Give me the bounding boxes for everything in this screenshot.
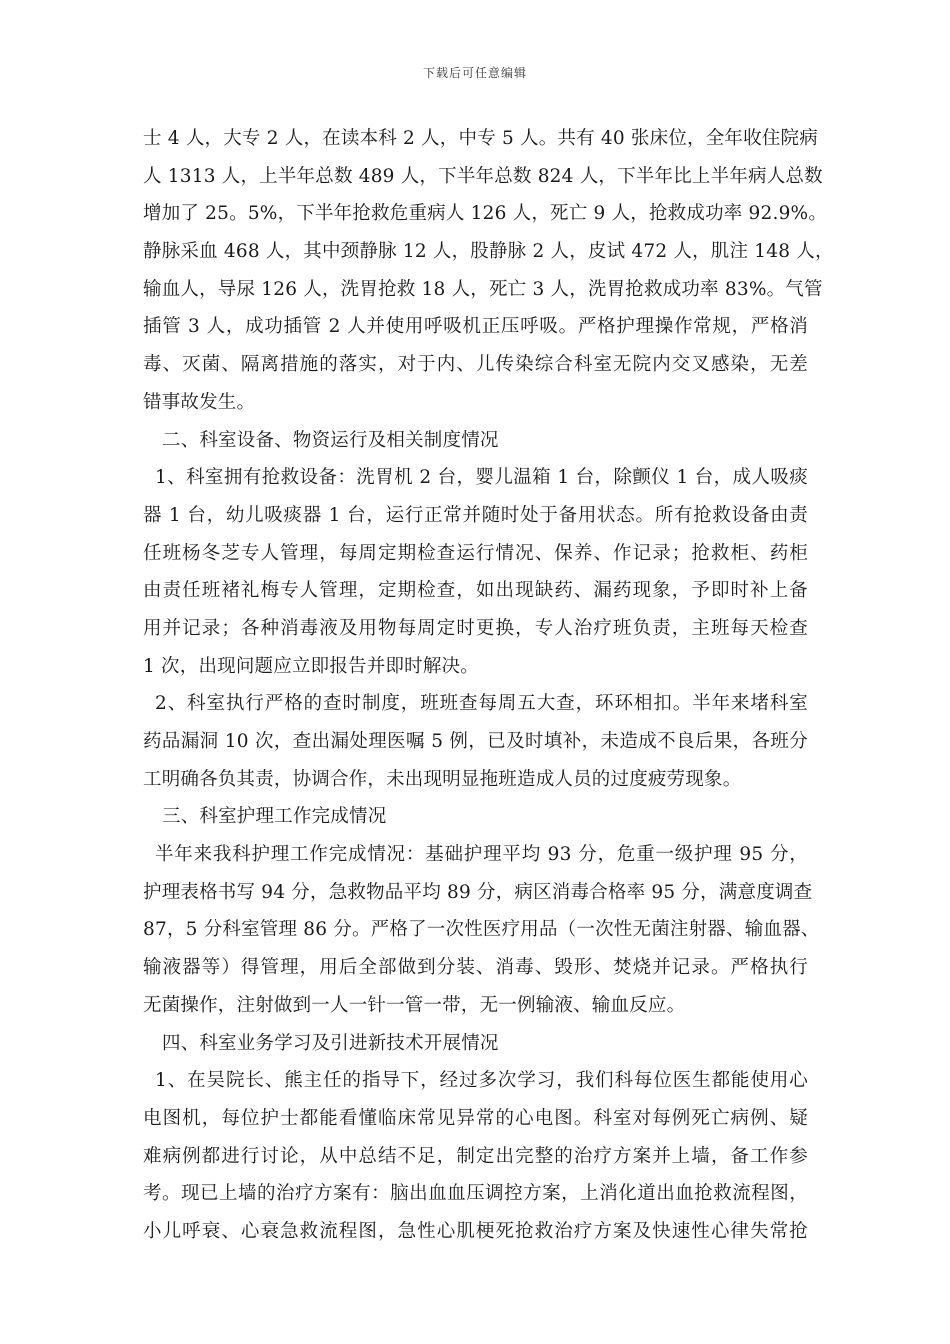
paragraph-line: 1、科室拥有抢救设备：洗胃机 2 台，婴儿温箱 1 台，除颤仪 1 台，成人吸痰: [155, 467, 808, 489]
paragraph-line: 考。现已上墙的治疗方案有：脑出血血压调控方案，上消化道出血抢救流程图，: [143, 1183, 808, 1205]
paragraph-line: 用并记录；各种消毒液及用物每周定时更换，专人治疗班负责，主班每天检查: [143, 617, 808, 639]
paragraph-line: 任班杨冬芝专人管理，每周定期检查运行情况、保养、作记录；抢救柜、药柜: [143, 542, 808, 564]
paragraph-line: 由责任班褚礼梅专人管理，定期检查，如出现缺药、漏药现象，予即时补上备: [143, 580, 808, 602]
section-heading: 四、科室业务学习及引进新技术开展情况: [162, 1032, 499, 1054]
paragraph-line: 电图机，每位护士都能看懂临床常见异常的心电图。科室对每例死亡病例、疑: [143, 1107, 808, 1129]
paragraph-line: 输液器等）得管理，用后全部做到分装、消毒、毁形、焚烧并记录。严格执行: [143, 957, 808, 979]
paragraph-line: 输血人，导尿 126 人，洗胃抢救 18 人，死亡 3 人，洗胃抢救成功率 83%。气管: [143, 278, 823, 300]
paragraph-line: 1 次，出现问题应立即报告并即时解决。: [143, 655, 479, 677]
paragraph-line: 插管 3 人，成功插管 2 人并使用呼吸机正压呼吸。严格护理操作常规，严格消: [143, 316, 808, 338]
paragraph-line: 难病例都进行讨论，从中总结不足，制定出完整的治疗方案并上墙，备工作参: [143, 1145, 808, 1167]
document-body: [143, 120, 834, 1251]
section-heading: 二、科室设备、物资运行及相关制度情况: [162, 429, 499, 451]
page-header-note: 下载后可任意编辑: [422, 66, 527, 80]
paragraph-line: 错事故发生。: [143, 391, 256, 413]
paragraph-line: 护理表格书写 94 分，急救物品平均 89 分，病区消毒合格率 95 分，满意度调查: [143, 881, 813, 903]
paragraph-line: 药品漏洞 10 次，查出漏处理医嘱 5 例，已及时填补，未造成不良后果，各班分: [143, 731, 808, 752]
paragraph-line: 静脉采血 468 人，其中颈静脉 12 人，股静脉 2 人，皮试 472 人，肌注 148 人，: [143, 241, 834, 263]
paragraph-line: 工明确各负其责，协调合作，未出现明显拖班造成人员的过度疲劳现象。: [143, 768, 742, 790]
paragraph-line: 1、在吴院长、熊主任的指导下，经过多次学习，我们科每位医生都能使用心: [155, 1070, 808, 1092]
paragraph-line: 增加了 25。5%，下半年抢救危重病人 126 人，死亡 9 人，抢救成功率 92.9%。: [143, 203, 828, 225]
paragraph-line: 人 1313 人，上半年总数 489 人，下半年总数 824 人，下半年比上半年病人总数: [143, 165, 823, 187]
paragraph-line: 士 4 人，大专 2 人，在读本科 2 人，中专 5 人。共有 40 张床位，全年收住院病: [143, 128, 818, 149]
paragraph-line: 小儿呼衰、心衰急救流程图，急性心肌梗死抢救治疗方案及快速性心律失常抢: [143, 1220, 808, 1242]
paragraph-line: 半年来我科护理工作完成情况：基础护理平均 93 分，危重一级护理 95 分，: [155, 844, 808, 866]
paragraph-line: 87，5 分科室管理 86 分。严格了一次性医疗用品（一次性无菌注射器、输血器、: [143, 919, 820, 941]
paragraph-line: 2、科室执行严格的查时制度，班班查每周五大查，环环相扣。半年来堵科室: [155, 693, 808, 715]
paragraph-line: 毒、灭菌、隔离措施的落实，对于内、儿传染综合科室无院内交叉感染，无差: [143, 354, 808, 376]
section-heading: 三、科室护理工作完成情况: [162, 806, 387, 828]
paragraph-line: 器 1 台，幼儿吸痰器 1 台，运行正常并随时处于备用状态。所有抢救设备由责: [143, 504, 808, 526]
paragraph-line: 无菌操作，注射做到一人一针一管一带，无一例输液、输血反应。: [143, 994, 686, 1016]
